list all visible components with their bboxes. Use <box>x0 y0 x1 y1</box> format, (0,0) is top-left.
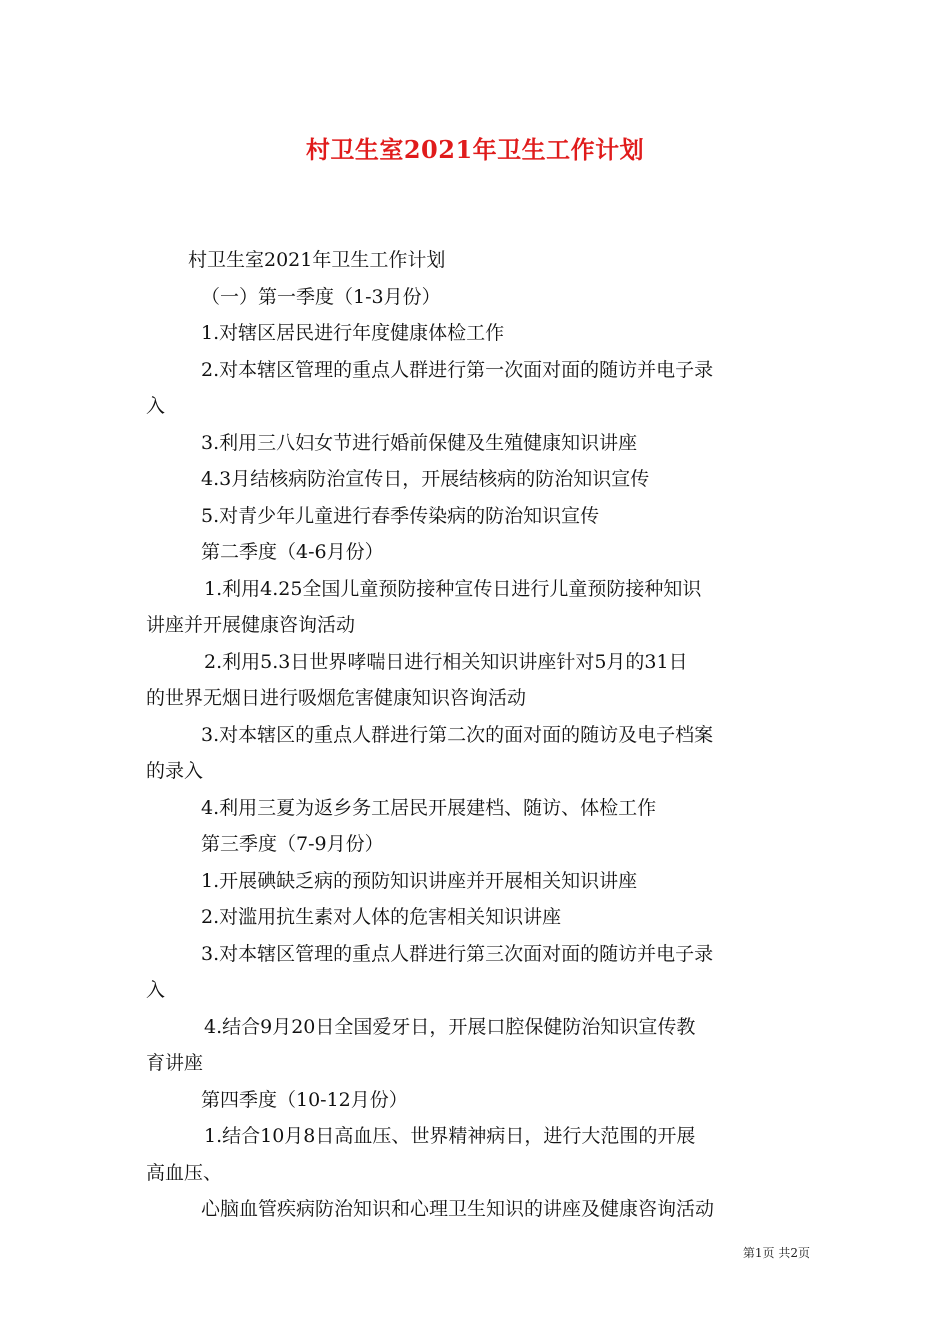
paragraph-line: 4.利用三夏为返乡务工居民开展建档、随访、体检工作 <box>201 796 657 819</box>
paragraph-line: 第二季度（4-6月份） <box>201 541 384 563</box>
paragraph-line: 4.结合9月20日全国爱牙日，开展口腔保健防治知识宣传教 <box>204 1015 696 1038</box>
paragraph-line: 第三季度（7-9月份） <box>201 833 384 855</box>
page-number: 第1页 共2页 <box>742 1246 810 1260</box>
paragraph-line: 入 <box>146 979 166 1001</box>
paragraph-line: 的录入 <box>146 760 204 782</box>
paragraph-line: （一）第一季度（1-3月份） <box>201 285 441 308</box>
paragraph-line: 1.开展碘缺乏病的预防知识讲座并开展相关知识讲座 <box>201 869 638 892</box>
paragraph-line: 2.对滥用抗生素对人体的危害相关知识讲座 <box>201 906 562 928</box>
paragraph-line: 5.对青少年儿童进行春季传染病的防治知识宣传 <box>201 504 600 527</box>
paragraph-line: 4.3月结核病防治宣传日，开展结核病的防治知识宣传 <box>201 468 650 490</box>
document-body <box>146 242 808 1228</box>
paragraph-line: 3.利用三八妇女节进行婚前保健及生殖健康知识讲座 <box>201 431 638 454</box>
paragraph-line: 1.结合10月8日高血压、世界精神病日，进行大范围的开展 <box>204 1125 696 1147</box>
paragraph-line: 育讲座 <box>146 1052 204 1074</box>
paragraph-line: 2.对本辖区管理的重点人群进行第一次面对面的随访并电子录 <box>201 358 714 381</box>
paragraph-line: 高血压、 <box>146 1161 223 1184</box>
paragraph-line: 1.对辖区居民进行年度健康体检工作 <box>201 322 505 344</box>
paragraph-line: 2.利用5.3日世界哮喘日进行相关知识讲座针对5月的31日 <box>204 650 688 673</box>
paragraph-line: 心脑血管疾病防治知识和心理卫生知识的讲座及健康咨询活动 <box>201 1198 715 1220</box>
paragraph-line: 的世界无烟日进行吸烟危害健康知识咨询活动 <box>146 687 527 709</box>
paragraph-line: 入 <box>146 395 166 417</box>
paragraph-line: 3.对本辖区管理的重点人群进行第三次面对面的随访并电子录 <box>201 942 714 965</box>
page-title: 村卫生室2021年卫生工作计划 <box>305 135 645 164</box>
paragraph-line: 第四季度（10-12月份） <box>201 1088 408 1111</box>
paragraph-line: 讲座并开展健康咨询活动 <box>146 614 356 636</box>
paragraph-line: 1.利用4.25全国儿童预防接种宣传日进行儿童预防接种知识 <box>204 577 702 600</box>
paragraph-line: 村卫生室2021年卫生工作计划 <box>188 249 446 271</box>
paragraph-line: 3.对本辖区的重点人群进行第二次的面对面的随访及电子档案 <box>201 723 714 746</box>
